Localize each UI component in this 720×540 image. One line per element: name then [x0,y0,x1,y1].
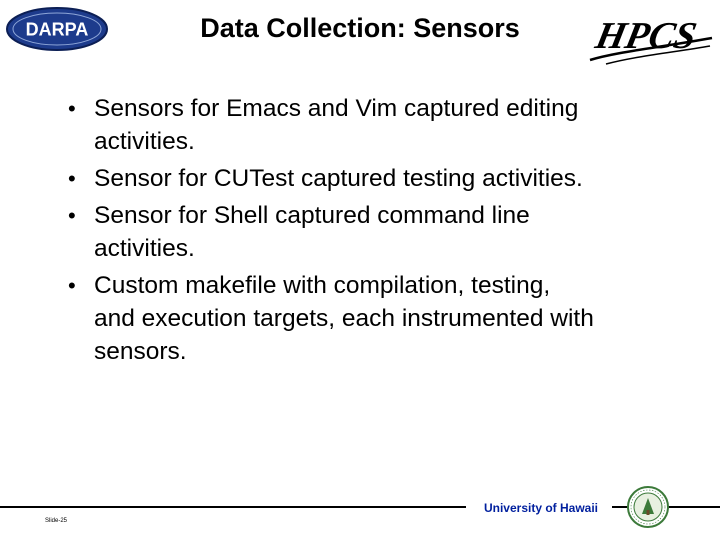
bullet-list [68,92,678,372]
bullet-icon: • [68,166,76,191]
bullet-line: and execution targets, each instrumented with [94,305,594,332]
bullet-item [68,199,678,265]
slide-title: Data Collection: Sensors [200,13,520,43]
darpa-logo-text: DARPA [25,19,89,40]
footer-rule-left [0,506,466,508]
bullet-line: activities. [94,128,195,155]
bullet-icon: • [68,273,76,298]
bullet-item [68,92,678,158]
hpcs-logo-text: HPCS [592,15,701,57]
bullet-item [68,162,678,195]
hpcs-logo [586,8,716,68]
darpa-logo [6,6,108,52]
institution-label: University of Hawaii [483,501,599,515]
bullet-line: Sensor for CUTest captured testing activities. [94,165,583,192]
bullet-line: Sensor for Shell captured command line [94,202,530,229]
bullet-line: activities. [94,235,195,262]
slide-number: Slide-25 [45,518,68,524]
bullet-line: sensors. [94,338,187,365]
bullet-icon: • [68,203,76,228]
bullet-line: Sensors for Emacs and Vim captured editing [94,95,579,122]
bullet-icon: • [68,96,76,121]
bullet-line: Custom makefile with compilation, testing, [94,272,551,299]
bullet-item [68,269,678,368]
university-seal-icon [627,486,669,528]
